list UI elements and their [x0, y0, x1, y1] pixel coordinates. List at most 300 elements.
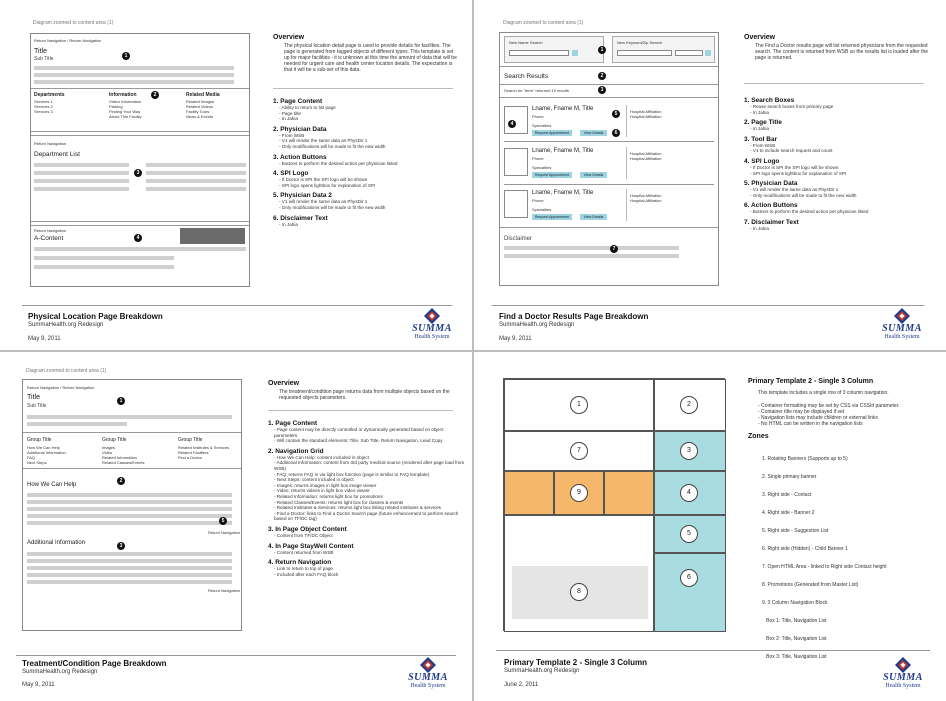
- marker-4: 4: [134, 234, 142, 242]
- list-item[interactable]: Next Steps: [27, 460, 47, 465]
- section-heading: 5. Physician Data 2: [273, 192, 332, 200]
- marker-5: 5: [219, 517, 227, 525]
- doctor-name[interactable]: Lname, Fname M, Title: [532, 106, 594, 112]
- placeholder-bar: [504, 254, 679, 258]
- section-item: - SPI logo opens lightbox for explanation of SPI: [279, 182, 376, 188]
- placeholder-bar: [27, 415, 232, 419]
- overview-divider: [273, 88, 453, 89]
- zone-3: [654, 431, 726, 471]
- summa-logo-icon: [420, 657, 436, 673]
- list-item[interactable]: Services 1: [34, 99, 53, 104]
- footer-title: Primary Template 2 - Single 3 Column: [504, 658, 647, 667]
- placeholder-bar: [27, 500, 232, 504]
- page-title: Title: [27, 394, 40, 401]
- wireframe: [22, 379, 242, 631]
- name-search-input[interactable]: [509, 50, 569, 56]
- name-search-label: New Name Search: [509, 40, 543, 45]
- section-heading: 4. In Page StayWell Content: [268, 542, 354, 550]
- section-heading: 4. Return Navigation: [268, 559, 332, 567]
- overview-title: Overview: [268, 380, 300, 387]
- section-item: - Content returned from WSB: [274, 549, 334, 555]
- group-title: Group Title: [178, 437, 203, 443]
- zone-9-box-3: [604, 471, 654, 515]
- section-item: - Buttons to perform the desired action per physician listed: [279, 160, 398, 166]
- page-treatment-condition: [0, 352, 472, 701]
- section-divider: [23, 432, 241, 433]
- section-item: - Related Classes/Events: returns light box for classes & events: [274, 499, 404, 505]
- zone-4: [654, 471, 726, 515]
- zone-item: 8. Promotions (Generated from Master List): [762, 582, 859, 588]
- footer-title: Find a Doctor Results Page Breakdown: [499, 312, 649, 321]
- list-item[interactable]: News & Events: [186, 114, 214, 119]
- view-details-button[interactable]: View Details: [580, 214, 607, 220]
- logo-name: SUMMA: [408, 672, 448, 683]
- placeholder-bar: [27, 552, 232, 556]
- zone-item: 9. 3 Column Navigation Block: [762, 600, 828, 606]
- group-title: Group Title: [102, 437, 127, 443]
- section-item: - Video: returns videos in light box video viewer: [274, 488, 370, 494]
- section-block: [744, 219, 934, 232]
- overview-divider: [744, 83, 924, 84]
- zone-item: 5. Right side - Suggestion List: [762, 528, 829, 534]
- zip-search-input[interactable]: [675, 50, 703, 56]
- keyword-search-input[interactable]: [617, 50, 672, 56]
- section-block: [744, 119, 934, 132]
- return-navigation-link[interactable]: Return Navigation: [34, 141, 67, 146]
- zone-marker-8: 8: [570, 583, 588, 601]
- view-details-button[interactable]: View Details: [580, 172, 607, 178]
- section-item: - Content from TF/DC Object: [274, 532, 333, 538]
- placeholder-bar: [34, 247, 246, 251]
- list-item[interactable]: Related Videos: [186, 104, 214, 109]
- section-item: - V1 to include search request and count: [750, 148, 833, 154]
- col-items-information: [109, 99, 142, 119]
- placeholder-bar: [27, 521, 232, 525]
- section-list: [273, 94, 463, 230]
- column-divider: [626, 105, 627, 137]
- marker-2: 2: [598, 72, 606, 80]
- placeholder-bar: [146, 179, 246, 183]
- list-item[interactable]: How We Can Help: [27, 445, 60, 450]
- list-item[interactable]: Related Institutes & Services: [178, 445, 230, 450]
- section-heading: 6. Disclaimer Text: [273, 214, 328, 222]
- section-item: - In Jahia: [750, 225, 769, 231]
- section-item: - If Doctor is SPI the SPI logo will be shown: [279, 177, 368, 183]
- zone-8: [512, 566, 648, 619]
- marker-4: 4: [508, 120, 516, 128]
- zone-marker-7: 7: [570, 442, 588, 460]
- group-items: [178, 445, 229, 460]
- section-block: [273, 154, 463, 167]
- doctor-specialties: Specialties: [532, 123, 552, 128]
- col-items-departments: [34, 99, 53, 114]
- placeholder-bar: [34, 265, 174, 269]
- zone-9-box-1: [504, 471, 554, 515]
- diagram-caption: Diagram zoomed to content area (1): [26, 368, 107, 374]
- section-item: - Only modifications will be made to fit the new width: [750, 192, 857, 198]
- list-item[interactable]: Video: [102, 450, 113, 455]
- doctor-row: [500, 145, 720, 181]
- group-items: [27, 445, 66, 465]
- section-item: - V1 will render the same data as PhysDir 1: [279, 199, 368, 205]
- zone-item: 7. Open HTML Area - linked to Right side Contact height: [762, 564, 887, 570]
- section-item: - FAQ: returns FAQ in via light box function (page is similar to FAQ template): [274, 471, 430, 477]
- name-search-box: [504, 36, 604, 63]
- doctor-name[interactable]: Lname, Fname M, Title: [532, 190, 594, 196]
- section-divider: [31, 135, 249, 136]
- list-item[interactable]: Related Classes/Events: [102, 460, 145, 465]
- zones-list: [762, 444, 942, 672]
- doctor-phone: Phone: [532, 156, 544, 161]
- section-item: - Find a Doctor: links to Find a Doctor Search page (future enhancement to perform search based on TF/DC tag): [274, 510, 459, 522]
- section-list: [744, 93, 934, 235]
- section-divider: [500, 227, 718, 228]
- results-title: Search Results: [504, 73, 549, 80]
- request-appointment-button[interactable]: Request Appointment: [532, 214, 572, 220]
- diagram-caption: Diagram zoomed to content area (1): [33, 20, 114, 26]
- logo-name: SUMMA: [412, 323, 452, 334]
- summa-logo: [403, 657, 453, 693]
- disclaimer-title: Disclaimer: [504, 236, 533, 242]
- placeholder-bar: [34, 66, 234, 70]
- section-heading: 5. Physician Data: [744, 180, 798, 188]
- logo-sub: Health System: [884, 334, 920, 340]
- section-heading: 1. Page Content: [273, 98, 323, 105]
- section-item: - In Jahia: [750, 126, 769, 132]
- note-item: - Navigation lists may include children or external links: [758, 415, 879, 421]
- zone-1: [504, 379, 654, 431]
- section-item: - Will contain the standard elements: Title, Sub Title, Return Navigation, Lead Copy: [274, 438, 443, 444]
- request-appointment-button[interactable]: Request Appointment: [532, 172, 572, 178]
- breadcrumb: Return Navigation / Return Navigation: [27, 385, 95, 390]
- request-appointment-button[interactable]: Request Appointment: [532, 130, 572, 136]
- zone-7: [504, 431, 654, 471]
- section-item: - If Doctor is SPI the SPI logo will be shown: [750, 164, 839, 170]
- placeholder-bar: [27, 566, 232, 570]
- section-block: [744, 202, 934, 215]
- zone-2: [654, 379, 726, 431]
- column-divider: [626, 189, 627, 221]
- section-item: - Page content may be directly controlled or dynamically generated based on object parameters: [274, 427, 444, 438]
- list-item[interactable]: Visitor Information: [109, 99, 142, 104]
- placeholder-bar: [27, 422, 127, 426]
- how-we-can-help-title: How We Can Help: [27, 482, 77, 488]
- department-list-title: Department List: [34, 151, 80, 158]
- zone-diagram: [503, 378, 725, 631]
- zone-item: Box 2: Title, Navigation List: [762, 636, 827, 642]
- section-divider: [31, 88, 249, 89]
- section-item: - Only modifications will be made to fit the new width: [279, 143, 386, 149]
- section-block: [268, 559, 468, 577]
- logo-sub: Health System: [885, 683, 921, 689]
- placeholder-bar: [34, 179, 129, 183]
- template-heading: Primary Template 2 - Single 3 Column: [748, 378, 874, 385]
- group-items: [102, 445, 144, 465]
- section-divider: [31, 221, 249, 222]
- zone-marker-2: 2: [680, 396, 698, 414]
- marker-6: 6: [612, 129, 620, 137]
- placeholder-bar: [34, 171, 129, 175]
- template-notes: [758, 403, 938, 427]
- breadcrumb: Return Navigation / Return Navigation: [34, 38, 102, 43]
- section-heading: 3. Tool Bar: [744, 135, 778, 143]
- section-item: - Only modifications will be made to fit the new width: [279, 204, 386, 210]
- section-item: - Included after each FAQ block: [274, 571, 339, 577]
- section-block: [273, 192, 463, 210]
- diagram-caption: Diagram zoomed to content area (1): [503, 20, 584, 26]
- list-item[interactable]: Additional Information: [27, 450, 66, 455]
- zone-item: 3. Right side - Contact: [762, 492, 812, 498]
- footer-site: SummaHealth.org Redesign: [28, 322, 104, 328]
- hospital-affiliation: Hospital Affiliation: [630, 109, 662, 114]
- list-item[interactable]: Related Facilities: [178, 450, 209, 455]
- section-list: [268, 416, 468, 580]
- zone-6: [654, 553, 726, 632]
- summa-logo: [407, 308, 457, 344]
- zone-5: [654, 515, 726, 553]
- doctor-phone: Phone: [532, 198, 544, 203]
- a-content-title: A-Content: [34, 235, 64, 242]
- marker-1: 1: [117, 397, 125, 405]
- section-item: - Next Steps: content included in object: [274, 477, 354, 483]
- marker-2: 2: [151, 91, 159, 99]
- summa-logo-icon: [424, 308, 440, 324]
- summa-logo: [878, 657, 928, 693]
- row-divider: [504, 184, 714, 185]
- section-divider: [31, 131, 249, 132]
- additional-information-title: Additional Information: [27, 540, 86, 546]
- section-item: - From WSB: [279, 132, 305, 138]
- note-item: - Container title may be displayed if set: [758, 409, 845, 415]
- name-search-go-button[interactable]: [572, 50, 578, 56]
- section-heading: 4. SPI Logo: [273, 170, 309, 178]
- section-block: [268, 448, 468, 522]
- keyword-search-label: New Keyword/Zip Search: [617, 40, 663, 45]
- zone-9-box-2: [554, 471, 604, 515]
- zone-marker-5: 5: [680, 525, 698, 543]
- col-head-departments: Departments: [34, 92, 65, 98]
- placeholder-bar: [27, 559, 232, 563]
- section-item: - Related Institutes & Services: returns light box listing related institutes & services: [274, 505, 441, 511]
- marker-2: 2: [117, 477, 125, 485]
- hospital-affiliation: Hospital Affiliation: [630, 198, 662, 203]
- marker-1: 1: [122, 52, 130, 60]
- overview-divider: [268, 410, 453, 411]
- logo-sub: Health System: [410, 683, 446, 689]
- section-heading: 1. Page Content: [268, 420, 318, 427]
- marker-3: 3: [117, 542, 125, 550]
- section-divider: [500, 84, 718, 85]
- template-intro: This template includes a single row of 3 column navigation.: [758, 390, 889, 396]
- overview-title: Overview: [744, 34, 776, 41]
- placeholder-bar: [27, 507, 232, 511]
- marker-5: 5: [612, 110, 620, 118]
- hospital-affiliation: Hospital Affiliation: [630, 114, 662, 119]
- zone-item: 2. Single primary banner: [762, 474, 817, 480]
- section-item: - Related Information: returns light box for promotions: [274, 493, 383, 499]
- list-item[interactable]: Parking: [109, 104, 123, 109]
- zone-marker-6: 6: [680, 569, 698, 587]
- footer-date: May 9, 2011: [22, 682, 55, 688]
- section-item: - Page title: [279, 110, 301, 116]
- zone-marker-9: 9: [570, 484, 588, 502]
- footer-title: Physical Location Page Breakdown: [28, 312, 163, 321]
- section-item: - In Jahia: [279, 116, 298, 122]
- section-item: - Additional Information: content from 3rd party medical source (rendered after page load from WSB): [274, 460, 465, 471]
- placeholder-bar: [27, 514, 232, 518]
- doctor-photo: [504, 106, 528, 134]
- section-heading: 4. SPI Logo: [744, 157, 780, 165]
- section-block: [273, 170, 463, 188]
- placeholder-bar: [34, 80, 234, 84]
- summa-logo-icon: [895, 657, 911, 673]
- footer-divider: [492, 305, 924, 306]
- list-item[interactable]: FAQ: [27, 455, 36, 460]
- keyword-search-box: [612, 36, 715, 63]
- list-item[interactable]: Facility Tours: [186, 109, 210, 114]
- section-heading: 2. Physician Data: [273, 125, 327, 133]
- placeholder-bar: [27, 580, 232, 584]
- section-divider: [31, 225, 249, 226]
- list-item[interactable]: Services 2: [34, 104, 53, 109]
- section-item: - In Jahia: [750, 109, 769, 115]
- placeholder-bar: [34, 187, 129, 191]
- wireframe: [499, 32, 719, 286]
- logo-name: SUMMA: [882, 323, 922, 334]
- doctor-name[interactable]: Lname, Fname M, Title: [532, 148, 594, 154]
- col-head-media: Related Media: [186, 92, 220, 98]
- list-item[interactable]: Related Information: [102, 455, 137, 460]
- page-find-a-doctor: [474, 0, 946, 350]
- footer-title: Treatment/Condition Page Breakdown: [22, 659, 167, 668]
- section-item: - V1 will render the same data as PhysDir 1: [750, 187, 839, 193]
- results-toolbar: Search for "term" returned 10 results: [504, 88, 569, 93]
- section-block: [273, 126, 463, 150]
- overview-title: Overview: [273, 34, 305, 41]
- footer-site: SummaHealth.org Redesign: [499, 322, 575, 328]
- section-item: - Ability to return to list page: [279, 105, 336, 110]
- list-item[interactable]: About This Facility: [109, 114, 142, 119]
- logo-name: SUMMA: [883, 672, 923, 683]
- section-heading: 2. Page Title: [744, 119, 782, 127]
- doctor-photo: [504, 148, 528, 176]
- section-block: [268, 526, 468, 539]
- marker-3: 3: [598, 86, 606, 94]
- section-heading: 3. In Page Object Content: [268, 525, 347, 533]
- section-divider: [500, 97, 718, 98]
- section-block: [744, 97, 934, 115]
- section-block: [268, 420, 468, 444]
- note-item: - No HTML can be written in the navigation lists: [758, 421, 863, 427]
- placeholder-bar: [34, 73, 234, 77]
- overview-text: The Find a Doctor results page will list returned physicians from the requested search. The content is returned from WSB so the results list is loaded after the page is returned.: [755, 43, 929, 61]
- overview-text: The physical location detail page is used to provide details for facilities. The page is generated from tagged objects of different types. This template is set up for major facilities - it is unknown at this time the amount of data that will be needed for urgent care and health center location details. The expectation is that it will be a sub-set of this data.: [284, 43, 457, 73]
- doctor-specialties: Specialties: [532, 207, 552, 212]
- section-block: [744, 180, 934, 198]
- page-physical-location: [0, 0, 472, 350]
- marker-3: 3: [134, 169, 142, 177]
- overview-text: The treatment/condition page returns data from multiple objects based on the requested objects parameters.: [279, 389, 450, 401]
- zone-item: 6. Right side (Hidden) - Child Banner 1: [762, 546, 848, 552]
- section-block: [268, 543, 468, 556]
- section-item: - Buttons to perform the desired action per physician listed: [750, 209, 869, 215]
- doctor-specialties: Specialties: [532, 165, 552, 170]
- zone-item: Box 1: Title, Navigation List: [762, 618, 827, 624]
- footer-divider: [16, 655, 456, 656]
- view-details-button[interactable]: View Details: [580, 130, 607, 136]
- section-item: - Images: returns images in light box image viewer: [274, 482, 377, 488]
- list-item[interactable]: Images: [102, 445, 116, 450]
- summa-logo: [877, 308, 927, 344]
- return-navigation-link[interactable]: Return Navigation: [34, 228, 67, 233]
- footer-divider: [22, 305, 452, 306]
- page-primary-template: [474, 352, 946, 701]
- doctor-row: [500, 103, 720, 139]
- section-heading: 7. Disclaimer Text: [744, 218, 799, 226]
- return-navigation-link[interactable]: Return Navigation: [208, 530, 241, 535]
- footer-site: SummaHealth.org Redesign: [22, 669, 98, 675]
- section-heading: 6. Action Buttons: [744, 202, 798, 210]
- zone-item: Box 3: Title, Navigation List: [762, 654, 827, 660]
- list-item[interactable]: Finding Your Way: [109, 109, 141, 114]
- hospital-affiliation: Hospital Affiliation: [630, 151, 662, 156]
- section-item: - In Jahia: [279, 221, 298, 227]
- section-item: - How We Can Help: content included in object: [274, 454, 369, 460]
- note-item: - Container formatting may be set by CSS via CSSId parameter.: [758, 403, 900, 409]
- placeholder-bar: [34, 163, 129, 167]
- section-block: [744, 158, 934, 176]
- list-item[interactable]: Related Images: [186, 99, 215, 104]
- row-divider: [504, 141, 714, 142]
- list-item[interactable]: Find a Doctor: [178, 455, 203, 460]
- zone-marker-1: 1: [570, 396, 588, 414]
- return-navigation-link[interactable]: Return Navigation: [208, 588, 241, 593]
- hospital-affiliation: Hospital Affiliation: [630, 156, 662, 161]
- keyword-search-go-button[interactable]: [705, 50, 711, 56]
- wireframe: [30, 33, 250, 287]
- section-heading: 2. Navigation Grid: [268, 447, 324, 455]
- footer-date: May 9, 2011: [499, 336, 532, 342]
- list-item[interactable]: Services 3: [34, 109, 53, 114]
- section-item: - V1 will render the same data as PhysDir 1: [279, 138, 368, 144]
- section-item: - SPI logo opens lightbox for explanation of SPI: [750, 170, 847, 176]
- section-block: [744, 136, 934, 154]
- doctor-photo: [504, 190, 528, 218]
- footer-date: May 9, 2011: [28, 336, 61, 342]
- footer-divider: [496, 650, 930, 651]
- logo-sub: Health System: [414, 334, 450, 340]
- hospital-affiliation: Hospital Affiliation: [630, 193, 662, 198]
- placeholder-bar: [27, 573, 232, 577]
- zone-marker-3: 3: [680, 442, 698, 460]
- footer-date: June 2, 2011: [504, 682, 539, 688]
- marker-1: 1: [598, 46, 606, 54]
- placeholder-bar: [146, 187, 246, 191]
- col-items-media: [186, 99, 214, 119]
- section-item: - Reuse search boxes from primary page: [750, 104, 834, 109]
- doctor-row: [500, 187, 720, 223]
- zone-marker-4: 4: [680, 484, 698, 502]
- section-heading: 1. Search Boxes: [744, 97, 795, 104]
- footer-site: SummaHealth.org Redesign: [504, 668, 580, 674]
- section-heading: 3. Action Buttons: [273, 153, 327, 161]
- placeholder-bar: [34, 256, 174, 260]
- page-title: Title: [34, 48, 47, 55]
- placeholder-bar: [146, 171, 246, 175]
- image-placeholder: [180, 228, 245, 244]
- page-subtitle: Sub Title: [34, 56, 54, 62]
- section-item: - Link to return to top of page: [274, 566, 333, 572]
